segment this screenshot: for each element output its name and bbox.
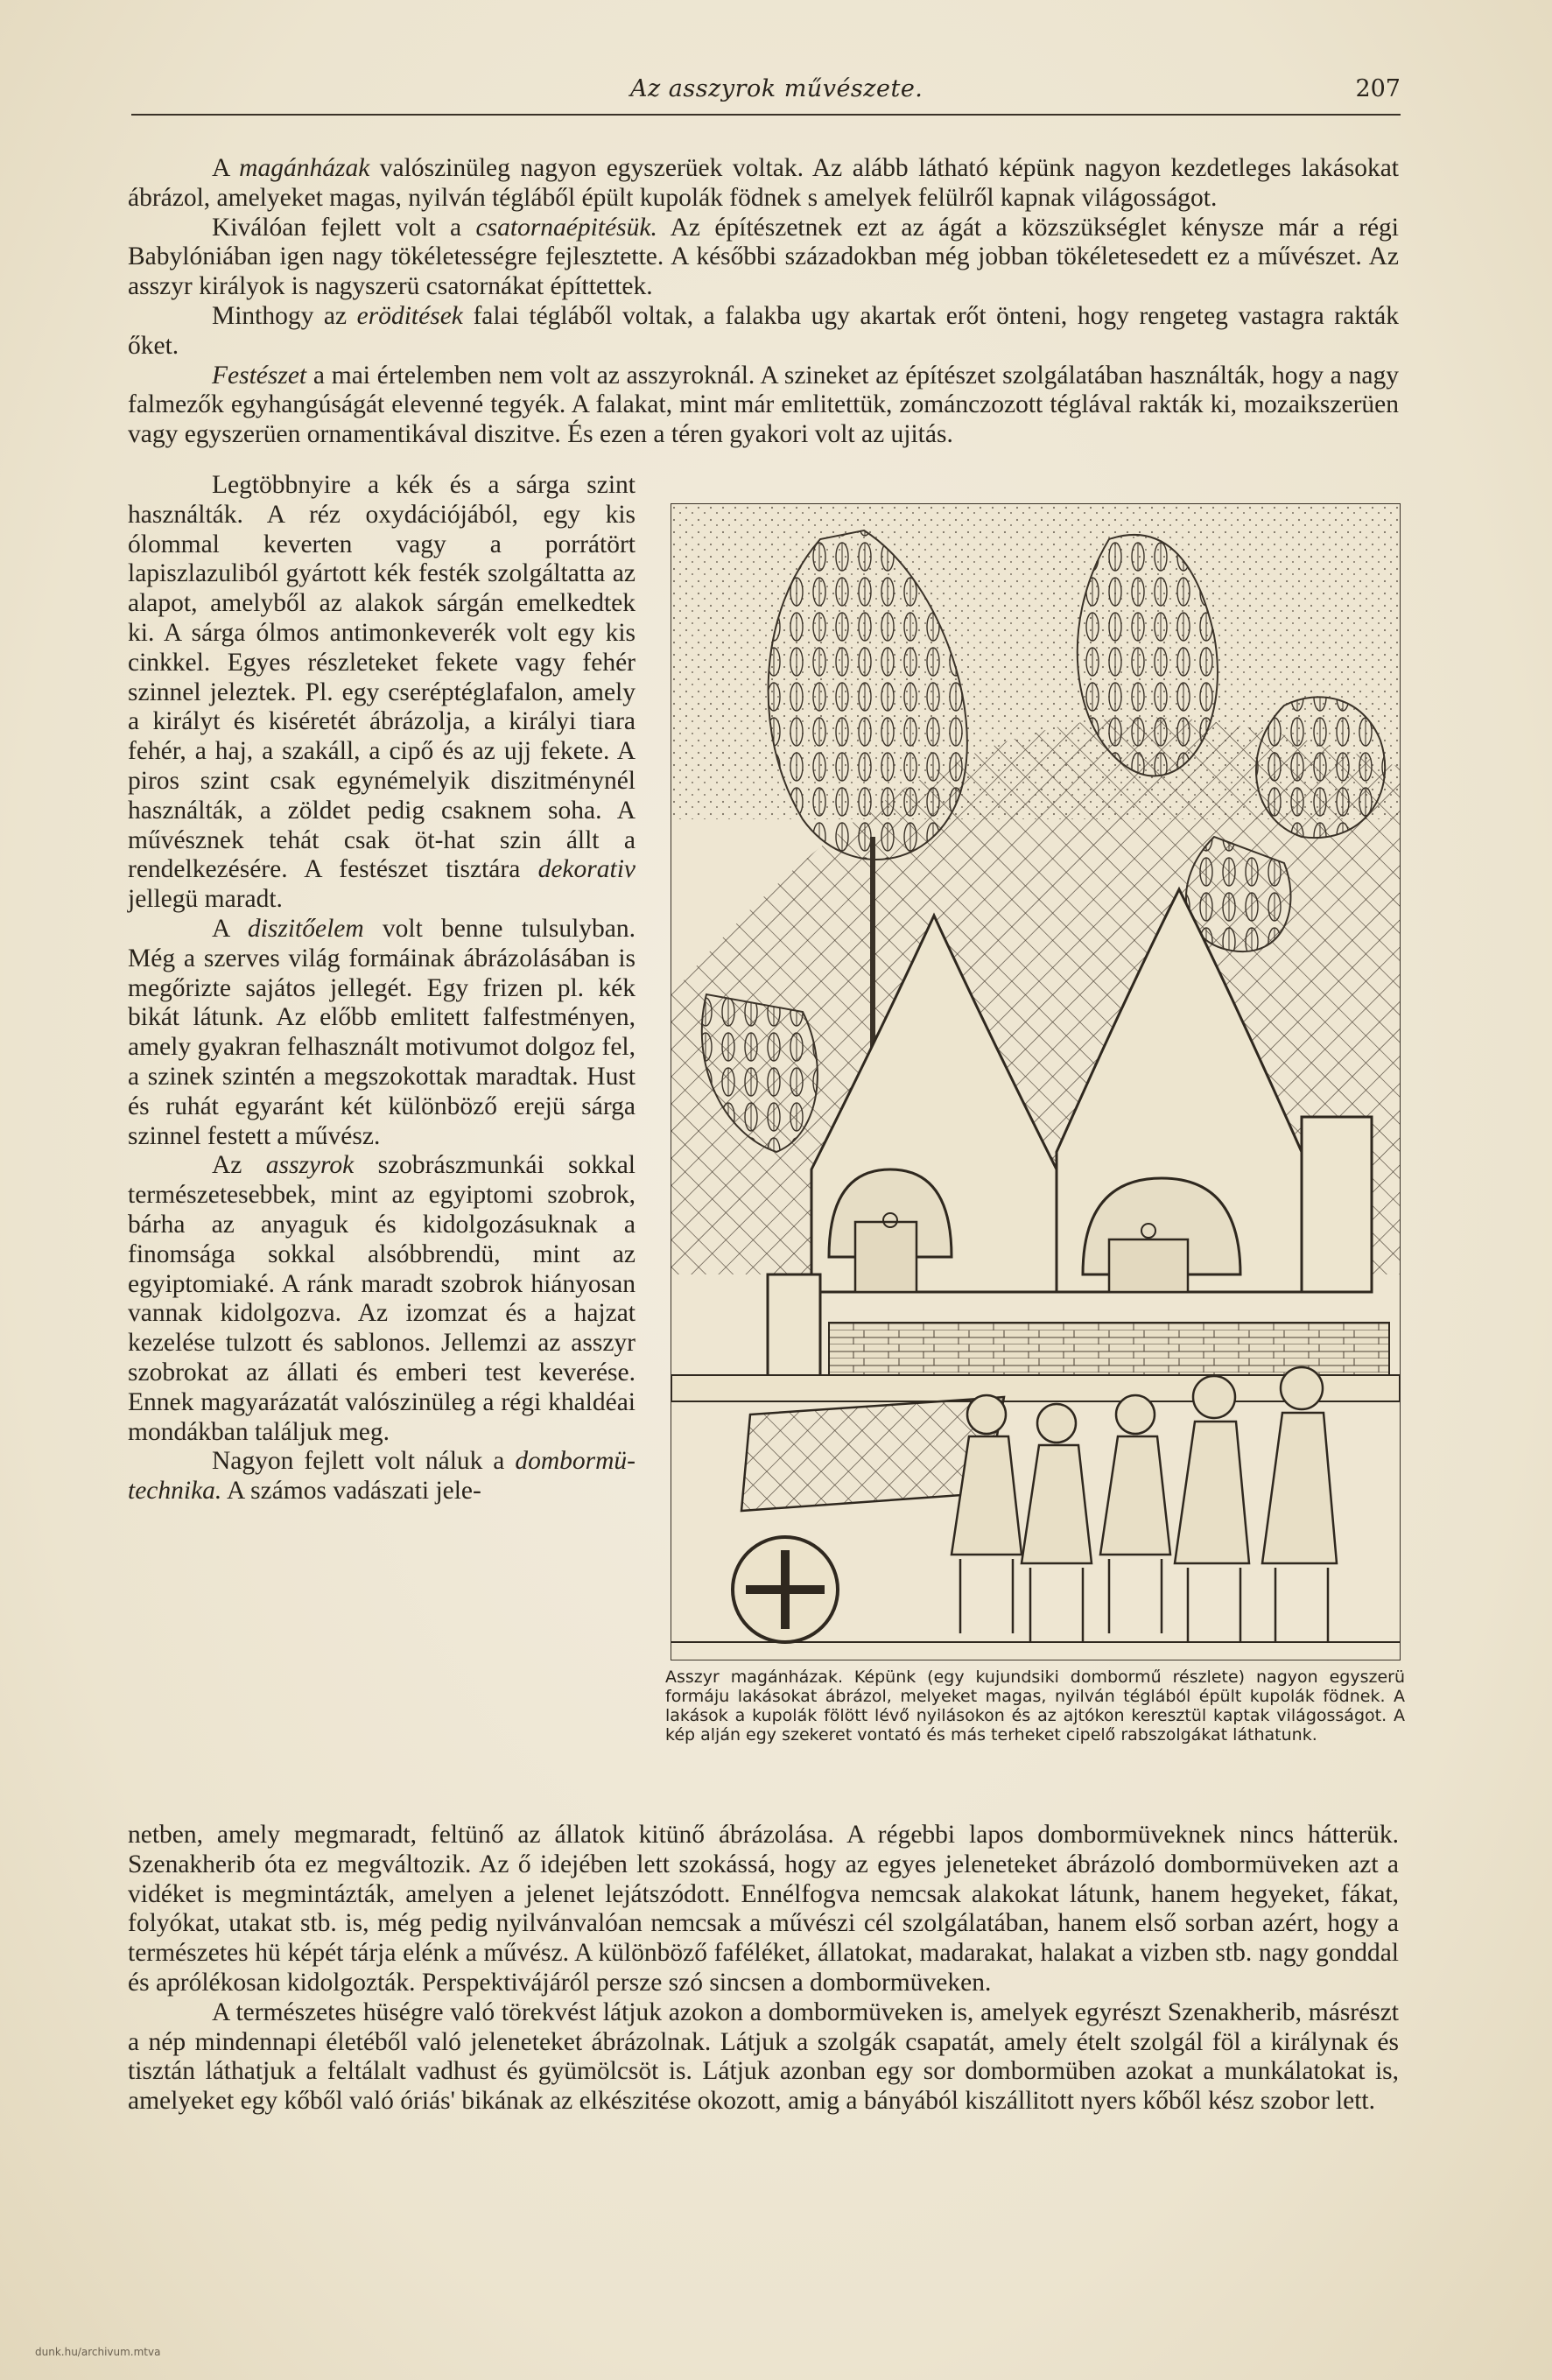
paragraph: Festészet a mai értelemben nem volt az asszyroknál. A szineket az építészet szolgálatában használták, hogy a nagy falmezők egyhangúságát elevenné tegyék. A falakat, mint már emlitettük, zománczozott téglával rakták ki, mozaikszerüen vagy egyszerüen ornamentikával diszitve. És ezen a téren gyakori volt az ujitás. bbox=[128, 361, 1399, 449]
left-column-text bbox=[128, 471, 636, 1506]
paragraph: Nagyon fejlett volt náluk a dombormü-technika. A számos vadászati jele- bbox=[128, 1447, 636, 1506]
top-text-block bbox=[128, 154, 1399, 450]
paragraph: Kiválóan fejlett volt a csatornaépitésük. Az építészetnek ezt az ágát a közszükséglet kénysze már a régi Babylóniában igen nagy tökéletességre fejlesztette. A későbbi századokban még jobban tökéletesedett ez a művészet. Az asszyr királyok is nagyszerü csatornákat építtettek. bbox=[128, 213, 1399, 301]
paragraph: Legtöbbnyire a kék és a sárga szint használták. A réz oxydációjából, egy kis ólommal keverten vagy a porrátört lapiszlazuliból gyártott kék festék szolgáltatta az alapot, amelyből az alakok sárgán emelkedtek ki. A sárga ólmos antimonkeverék volt egy kis cinkkel. Egyes részleteket fekete vagy fehér szinnel jeleztek. Pl. egy cseréptéglafalon, amely a királyt és kiséretét ábrázolja, a királyi tiara fehér, a haj, a szakáll, a cipő és az ujj fekete. A piros szint csak egynémelyik diszitménynél használták, a zöldet pedig csaknem soha. A művésznek tehát csak öt-hat szin állt a rendelkezésére. A festészet tisztára dekorativ jellegü maradt. bbox=[128, 471, 636, 914]
page-number: 207 bbox=[1355, 75, 1401, 102]
paragraph: A magánházak valószinüleg nagyon egyszerüek voltak. Az alább látható képünk nagyon kezdetleges lakásokat ábrázol, amelyeket magas, nyilván tégláből épült kupolák födnek s amelyek felülről kapnak világosságot. bbox=[128, 154, 1399, 212]
paragraph: netben, amely megmaradt, feltünő az állatok kitünő ábrázolása. A régebbi lapos dombormüveknek nincs hátterük. Szenakherib óta ez megváltozik. Az ő idejében lett szokássá, hogy az egyes jeleneteket ábrázoló dombormüveken azt a vidéket is megmintázták, amelyen a jelenet lejátszódott. Ennélfogva nemcsak alakokat látunk, hanem hegyeket, fákat, folyókat, utakat stb. is, még pedig nyilvánvalóan nemcsak a művészi cél szolgálatában, hanem első sorban azért, hogy a természetes hü képét tárja elénk a művész. A különböző faféléket, állatokat, madarakat, halakat a vizben stb. nagy gonddal és aprólékosan kidolgozták. Perspektivájáról persze szó sincsen a dombormüveken. bbox=[128, 1821, 1399, 1997]
relief-engraving-icon bbox=[671, 504, 1400, 1660]
figure-caption: Asszyr magánházak. Képünk (egy kujundsiki dombormű részlete) nagyon egyszerü formáju lakásokat ábrázol, melyeket magas, nyilván téglából épült kupolák födnek. A lakások a kupolák fölött lévő nyilásokon és az ajtókon keresztül kaptak világosságot. A kép alján egy szekeret vontató és más terheket cipelő rabszolgákat láthatunk. bbox=[665, 1667, 1405, 1745]
paragraph: Az asszyrok szobrászmunkái sokkal természetesebbek, mint az egyiptomi szobrok, bárha az anyaguk és kidolgozásuknak a finomsága sokkal alsóbbrendü, mint az egyiptomiaké. A ránk maradt szobrok hiányosan vannak kidolgozva. Az izomzat és a hajzat kezelése tulzott és sablonos. Jellemzi az asszyr szobrokat az állati és emberi test keverése. Ennek magyarázatát valószinüleg a régi khaldéai mondákban találjuk meg. bbox=[128, 1151, 636, 1446]
paragraph: Minthogy az eröditések falai tégláből voltak, a falakba ugy akartak erőt önteni, hogy rengeteg vastagra rakták őket. bbox=[128, 301, 1399, 360]
bottom-text-block bbox=[128, 1821, 1399, 2117]
relief-engraving-figure bbox=[671, 503, 1401, 1660]
page-header bbox=[131, 75, 1401, 116]
running-title: Az asszyrok művészete. bbox=[630, 75, 923, 102]
paragraph: A természetes hüségre való törekvést látjuk azokon a dombormüveken is, amelyek egyrészt Szenakherib, másrészt a nép mindennapi életéből való jeleneteket ábrázolnak. Látjuk a szolgák csapatát, amely ételt szolgál föl a királynak és tisztán láthatjuk a feltálalt vadhust és gyümölcsöt is. Látjuk azonban egy sor dombormüben azokat a munkálatokat is, amelyeket egy kőből való óriás' bikának az elkészitése okozott, amig a bányából kiszállitott nyers kőből kész szobor lett. bbox=[128, 1997, 1399, 2116]
paragraph: A diszitőelem volt benne tulsulyban. Még a szerves világ formáinak ábrázolásában is megőrizte sajátos jellegét. Egy frizen pl. kék bikát látunk. Az előbb emlitett falfestményen, amely gyakran felhasznált motivumot dolgoz fel, a szinek szintén a megszokottak maradtak. Hust és ruhát egyaránt két különböző erejü sárga szinnel festett a művész. bbox=[128, 914, 636, 1150]
archive-watermark: dunk.hu/archivum.mtva bbox=[35, 2346, 161, 2358]
